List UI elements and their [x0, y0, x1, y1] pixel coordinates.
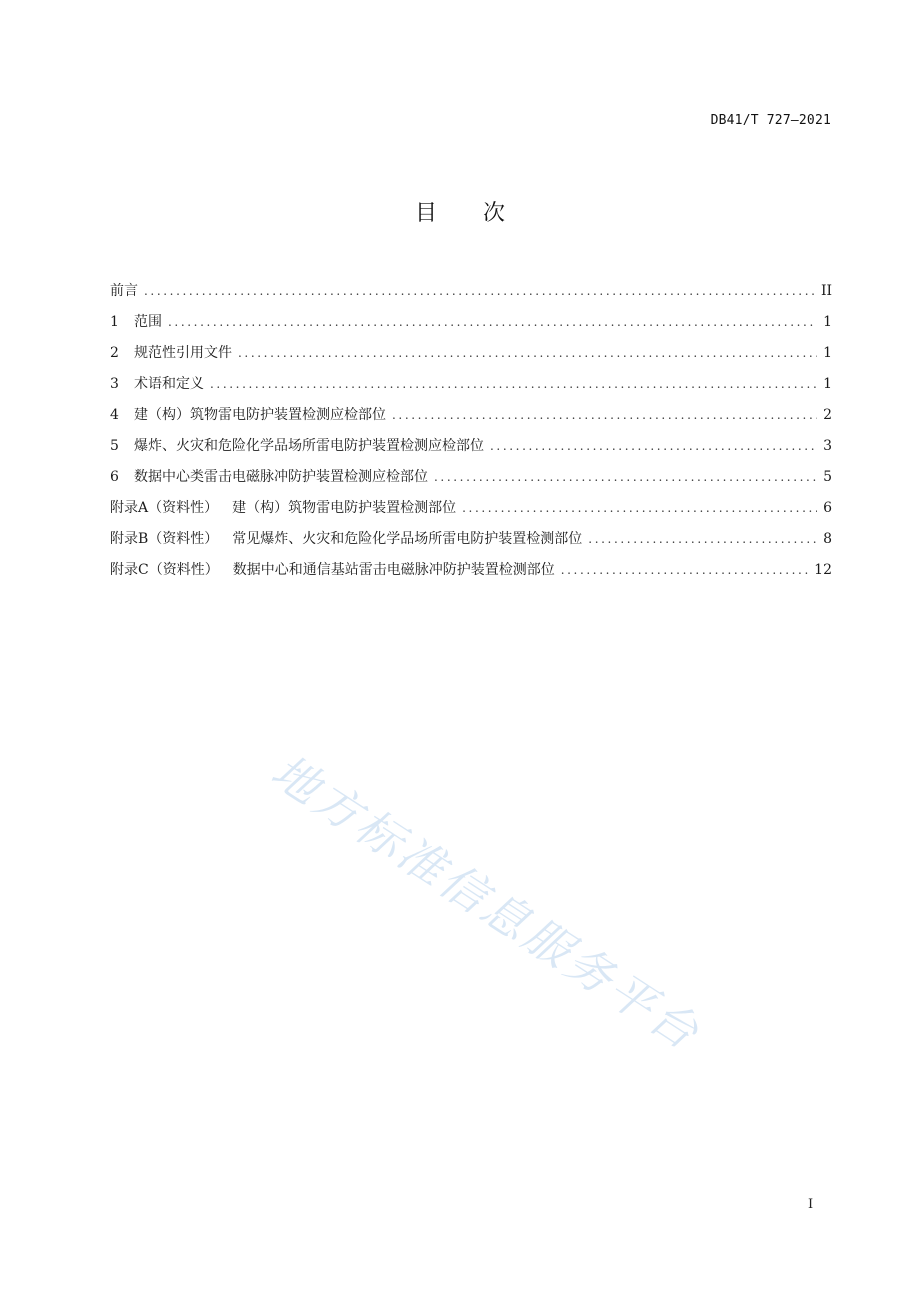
toc-leader-dots	[392, 404, 817, 426]
toc-entry-page: 1	[823, 345, 832, 361]
toc-entry-5[interactable]	[110, 435, 832, 466]
toc-entry-1[interactable]	[110, 311, 832, 342]
toc-leader-dots	[210, 373, 817, 395]
toc-entry-number: 6	[110, 469, 119, 485]
toc-appendix-prefix: 附录A（资料性）	[110, 500, 219, 516]
toc-entry-page: II	[820, 283, 832, 299]
toc-entry-number: 2	[110, 345, 119, 361]
document-id: DB41/T 727—2021	[710, 113, 831, 128]
toc-entry-number: 1	[110, 314, 119, 330]
toc-entry-label: 范围	[134, 314, 162, 330]
toc-leader-dots	[561, 559, 808, 581]
toc-entry-label: 规范性引用文件	[134, 345, 232, 361]
toc-entry-label: 数据中心类雷击电磁脉冲防护装置检测应检部位	[134, 469, 428, 485]
toc-entry-page: 1	[823, 314, 832, 330]
page-number: I	[808, 1197, 814, 1212]
toc-entry-4[interactable]	[110, 404, 832, 435]
toc-entry-page: 2	[823, 407, 832, 423]
toc-entry-page: 12	[814, 562, 832, 578]
toc-entry-6[interactable]	[110, 466, 832, 497]
toc-entry-label: 数据中心和通信基站雷击电磁脉冲防护装置检测部位	[232, 562, 555, 578]
toc-entry-page: 1	[823, 376, 832, 392]
toc-entry-number: 4	[110, 407, 119, 423]
toc-appendix-prefix: 附录C（资料性）	[110, 562, 219, 578]
toc-entry-appendix-a[interactable]	[110, 497, 832, 528]
table-of-contents	[110, 280, 832, 590]
toc-entry-page: 3	[823, 438, 832, 454]
toc-entry-label: 术语和定义	[134, 376, 204, 392]
toc-entry-label: 建（构）筑物雷电防护装置检测部位	[232, 500, 457, 516]
toc-leader-dots	[168, 311, 817, 333]
toc-leader-dots	[434, 466, 817, 488]
page-title: 目次	[414, 201, 551, 226]
toc-leader-dots	[490, 435, 817, 457]
toc-entry-page: 6	[823, 500, 832, 516]
toc-entry-label: 建（构）筑物雷电防护装置检测应检部位	[134, 407, 386, 423]
toc-entry-label: 爆炸、火灾和危险化学品场所雷电防护装置检测应检部位	[134, 438, 484, 454]
toc-entry-number: 3	[110, 376, 119, 392]
toc-entry-page: 5	[823, 469, 832, 485]
toc-entry-number: 5	[110, 438, 119, 454]
toc-entry-appendix-c[interactable]	[110, 559, 832, 590]
toc-entry-label: 常见爆炸、火灾和危险化学品场所雷电防护装置检测部位	[232, 531, 583, 547]
toc-entry-label: 前言	[110, 283, 138, 299]
toc-entry-2[interactable]	[110, 342, 832, 373]
toc-entry-foreword[interactable]	[110, 280, 832, 311]
toc-leader-dots	[238, 342, 817, 364]
toc-entry-appendix-b[interactable]	[110, 528, 832, 559]
toc-appendix-prefix: 附录B（资料性）	[110, 531, 219, 547]
toc-entry-3[interactable]	[110, 373, 832, 404]
toc-leader-dots	[144, 280, 815, 302]
toc-leader-dots	[462, 497, 817, 519]
toc-leader-dots	[588, 528, 817, 550]
toc-entry-page: 8	[823, 531, 832, 547]
watermark: 地方标准信息服务平台	[261, 743, 711, 1062]
